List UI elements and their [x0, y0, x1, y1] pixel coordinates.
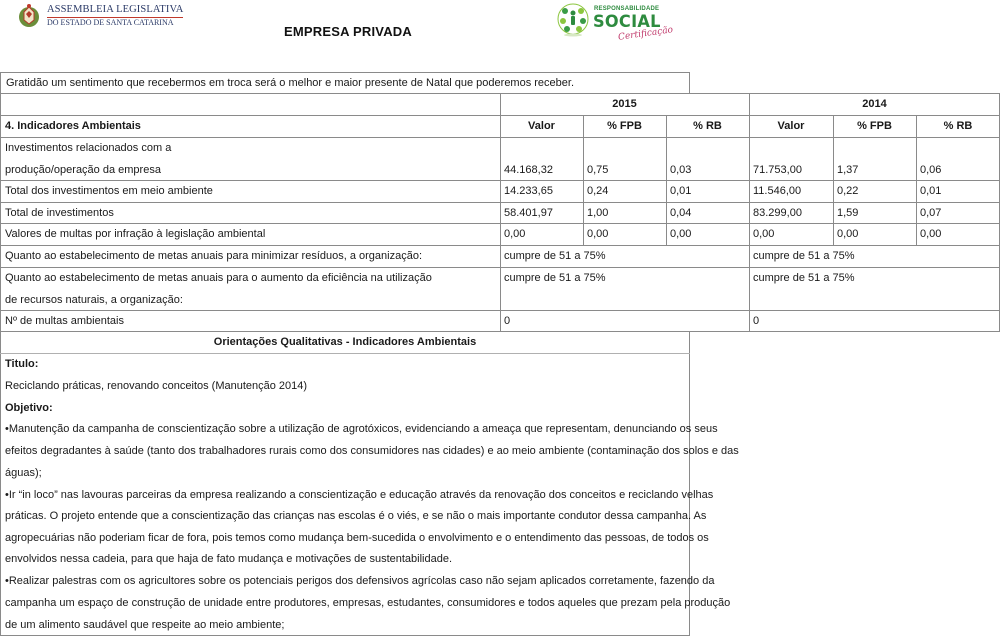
row-label: Valores de multas por infração à legislação ambiental: [5, 228, 266, 240]
cert-big-text: SOCIAL: [593, 12, 661, 32]
cell-value: cumpre de 51 a 75%: [753, 250, 855, 262]
org-name-line2: DO ESTADO DE SANTA CATARINA: [47, 17, 174, 27]
row-label: Quanto ao estabelecimento de metas anuais para minimizar resíduos, a organização:: [5, 250, 423, 262]
objective-line: •Ir “in loco” nas lavouras parceiras da empresa realizando a conscientização e educação através da renovação dos conceitos e reciclando velhas: [5, 489, 714, 501]
cert-script-text: Certificação: [617, 25, 674, 43]
cell-value: 1,00: [587, 207, 609, 219]
objective-line: •Manutenção da campanha de conscientização sobre a utilização de agrotóxicos, evidenciando a ameaça que representam, denunciando os seus: [5, 423, 718, 435]
row-label-line2: produção/operação da empresa: [5, 164, 161, 176]
section-title: 4. Indicadores Ambientais: [5, 120, 141, 132]
cell-value: 0,24: [587, 185, 609, 197]
cell-value: 0,01: [920, 185, 942, 197]
cell-value: 0,07: [920, 207, 942, 219]
alesc-logo: [16, 3, 183, 29]
qualitative-title: Orientações Qualitativas - Indicadores Ambientais: [213, 336, 477, 348]
objective-label: Objetivo:: [5, 402, 53, 414]
cell-value: 1,37: [837, 164, 859, 176]
objective-line: campanha um espaço de construção de unidade entre produtores, empresas, estudantes, consumidores e todos aqueles que prezam pela produção: [5, 597, 731, 609]
cell-value: 0,00: [587, 228, 609, 240]
col-header-fpb-2014: % FPB: [857, 120, 892, 132]
globe-icon: [556, 2, 590, 38]
cell-value: 0,00: [920, 228, 942, 240]
cell-value: 58.401,97: [504, 207, 553, 219]
objective-line: águas);: [5, 467, 42, 479]
col-header-rb-2014: % RB: [943, 120, 973, 132]
cell-value: 0,06: [920, 164, 942, 176]
cell-value: 83.299,00: [753, 207, 802, 219]
col-header-valor-2015: Valor: [528, 120, 555, 132]
cert-small-text: RESPONSABILIDADE: [594, 6, 660, 12]
cell-value: 44.168,32: [504, 164, 553, 176]
intro-text: Gratidão um sentimento que recebermos em troca será o melhor e maior presente de Natal que poderemos receber.: [6, 77, 575, 89]
cell-value: 0,00: [753, 228, 775, 240]
row-label: Nº de multas ambientais: [5, 315, 124, 327]
row-label-line2: de recursos naturais, a organização:: [5, 294, 183, 306]
coat-of-arms-icon: [16, 3, 42, 29]
year-2015-header: 2015: [612, 98, 637, 110]
cell-value: 0,00: [670, 228, 692, 240]
objective-line: de um alimento saudável que respeite ao meio ambiente;: [5, 619, 285, 631]
title-value: Reciclando práticas, renovando conceitos (Manutenção 2014): [5, 380, 308, 392]
row-label-line1: Quanto ao estabelecimento de metas anuais para o aumento da eficiência na utilização: [5, 272, 432, 284]
org-name-line1: ASSEMBLEIA LEGISLATIVA: [47, 5, 183, 18]
title-label: Titulo:: [5, 358, 39, 370]
cell-value: 14.233,65: [504, 185, 553, 197]
objective-line: envolvidos nessa cadeia, para que haja de fato mudança e motivações de sustentabilidade.: [5, 553, 453, 565]
cell-value: cumpre de 51 a 75%: [753, 272, 855, 284]
cell-value: cumpre de 51 a 75%: [504, 250, 606, 262]
col-header-rb-2015: % RB: [693, 120, 722, 132]
objective-line: •Realizar palestras com os agricultores sobre os potenciais perigos dos defensivos agrícolas caso não sejam aplicados corretamente, fazendo da: [5, 575, 715, 587]
objective-line: efeitos degradantes à saúde (tanto dos trabalhadores rurais como dos consumidores nas cidades) e ao meio ambiente (contaminação dos solos e das: [5, 445, 739, 457]
cell-value: 1,59: [837, 207, 859, 219]
cell-value: cumpre de 51 a 75%: [504, 272, 606, 284]
cell-value: 0: [753, 315, 760, 327]
col-header-fpb-2015: % FPB: [607, 120, 642, 132]
row-label: Total de investimentos: [5, 207, 114, 219]
cell-value: 71.753,00: [753, 164, 802, 176]
cell-value: 0,22: [837, 185, 859, 197]
cell-value: 0,03: [670, 164, 692, 176]
col-header-valor-2014: Valor: [777, 120, 805, 132]
cell-value: 0,00: [837, 228, 859, 240]
objective-line: agropecuárias não poderiam ficar de fora, pois temos como mudança bem-sucedida o envolvimento e o entendimento das pessoas, de todos os: [5, 532, 709, 544]
cell-value: 0,01: [670, 185, 692, 197]
cell-value: 11.546,00: [753, 185, 802, 197]
social-responsibility-logo: [556, 2, 674, 44]
intro-box: [0, 72, 690, 94]
cell-value: 0: [504, 315, 511, 327]
cell-value: 0,75: [587, 164, 609, 176]
row-label-line1: Investimentos relacionados com a: [5, 142, 172, 154]
page-title: EMPRESA PRIVADA: [284, 24, 412, 39]
row-label: Total dos investimentos em meio ambiente: [5, 185, 213, 197]
page-header: [0, 0, 1000, 60]
cell-value: 0,00: [504, 228, 526, 240]
year-2014-header: 2014: [862, 98, 887, 110]
cell-value: 0,04: [670, 207, 692, 219]
objective-line: práticas. O projeto entende que a conscientização das crianças nas escolas é o viés, e se não o mais importante condutor dessa campanha. As: [5, 510, 707, 522]
